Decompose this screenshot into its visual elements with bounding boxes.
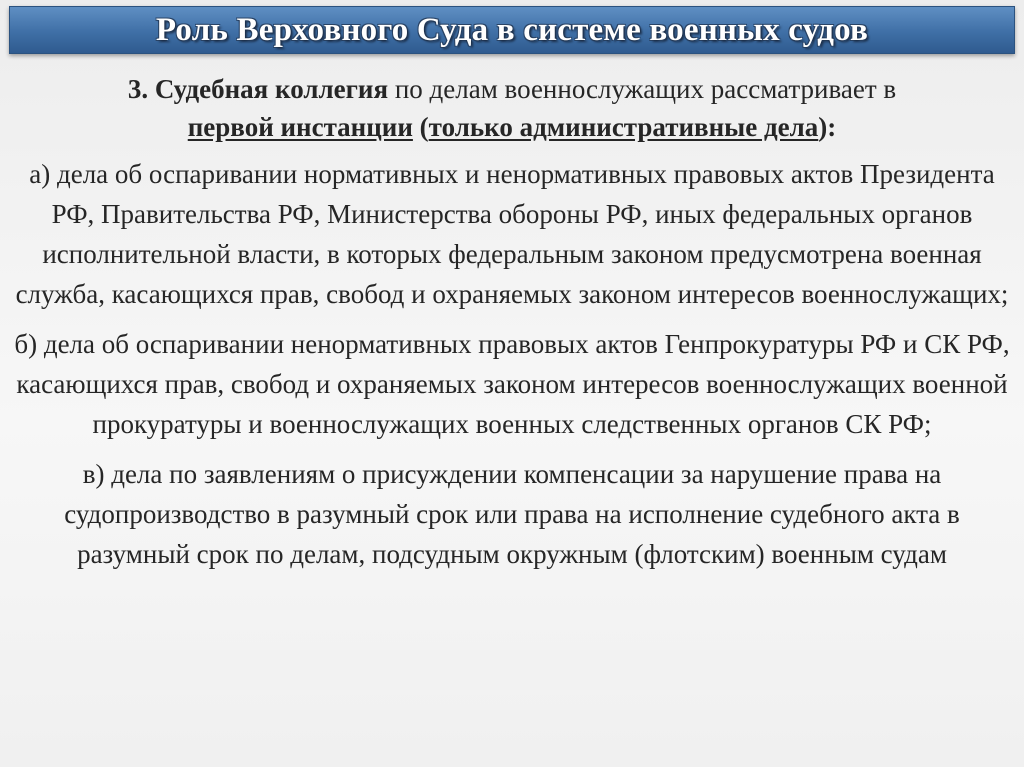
intro-first-instance: первой инстанции (187, 112, 413, 142)
intro-only-admin: только административные дела (428, 112, 819, 142)
item-c-paragraph: в) дела по заявлениям о присуждении компенсации за нарушение права на судопроизводство в разумный срок или права на исполнение судебного акта в разумный срок по делам, подсудным окружным (флотским) военным судам (64, 459, 960, 569)
slide-body (8, 70, 1016, 584)
intro-paragraph (8, 70, 1016, 146)
item-a-paragraph: а) дела об оспаривании нормативных и ненормативных правовых актов Президента РФ, Правительства РФ, Министерства обороны РФ, иных федеральных органов исполнительной власти, в которых федеральным законом предусмотрена военная служба, касающихся прав, свобод и охраняемых законом интересов военнослужащих; (15, 159, 1009, 309)
title-banner (9, 6, 1015, 54)
intro-lead-text: по делам военнослужащих рассматривает в (388, 74, 897, 104)
intro-lead-bold: 3. Судебная коллегия (127, 74, 389, 104)
item-b-paragraph: б) дела об оспаривании ненормативных правовых актов Генпрокуратуры РФ и СК РФ, касающихся прав, свобод и охраняемых законом интересов военнослужащих военной прокуратуры и военнослужащих военных следственных органов СК РФ; (14, 329, 1010, 439)
slide-title: Роль Верховного Суда в системе военных судов (155, 11, 869, 48)
intro-paren-close: ): (818, 112, 837, 142)
intro-paren-open: ( (412, 112, 429, 142)
